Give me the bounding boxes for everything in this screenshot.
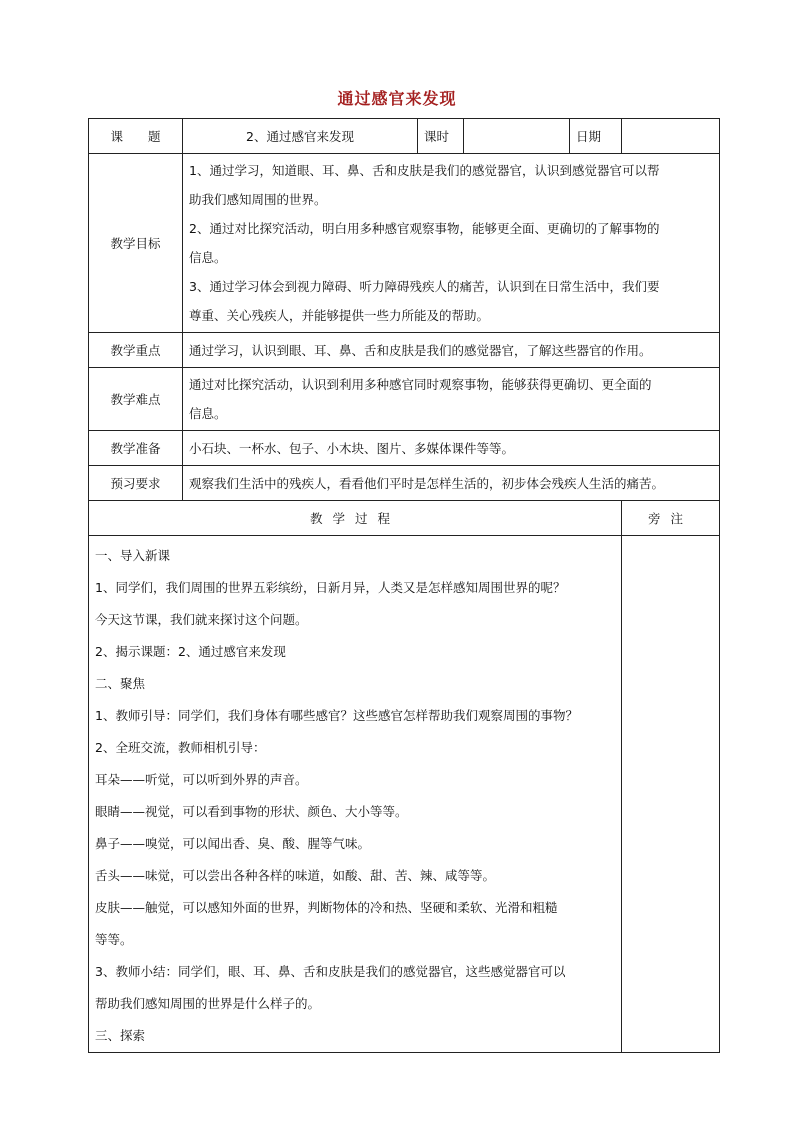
preview-line: 观察我们生活中的残疾人，看看他们平时是怎样生活的，初步体会残疾人生活的痛苦。: [189, 475, 665, 491]
objectives-label: 教学目标: [89, 154, 183, 333]
topic-value: 2、通过感官来发现: [183, 119, 418, 154]
objectives-line: 信息。: [189, 250, 227, 265]
objectives-line: 助我们感知周围的世界。: [189, 192, 327, 207]
objectives-line: 1、通过学习，知道眼、耳、鼻、舌和皮肤是我们的感觉器官，认识到感觉器官可以帮: [189, 163, 660, 178]
process-line: 鼻子——嗅觉，可以闻出香、臭、酸、腥等气味。: [95, 836, 371, 851]
process-line: 帮助我们感知周围的世界是什么样子的。: [95, 996, 321, 1011]
process-line: 二、聚焦: [95, 676, 146, 691]
preparation-line: 小石块、一杯水、包子、小木块、图片、多媒体课件等等。: [189, 440, 515, 456]
date-label: 日期: [570, 119, 622, 154]
process-line: 2、全班交流，教师相机引导：: [95, 740, 266, 755]
key-points-label: 教学重点: [89, 333, 183, 368]
process-line: 3、教师小结：同学们，眼、耳、鼻、舌和皮肤是我们的感觉器官，这些感觉器官可以: [95, 964, 566, 979]
process-row: [89, 536, 720, 1053]
row-preview: [89, 466, 720, 501]
row-difficulties: [89, 368, 720, 431]
process-line: 1、教师引导：同学们，我们身体有哪些感官？这些感官怎样帮助我们观察周围的事物？: [95, 708, 578, 723]
preview-content: [183, 466, 720, 501]
process-line: 今天这节课，我们就来探讨这个问题。: [95, 612, 308, 627]
process-content: [89, 536, 622, 1053]
date-value: [622, 119, 720, 154]
objectives-content: [183, 154, 720, 333]
objectives-line: 尊重、关心残疾人，并能够提供一些力所能及的帮助。: [189, 308, 490, 323]
process-line: 三、探索: [95, 1028, 146, 1043]
process-title: 教学过程: [89, 501, 622, 536]
header-row: [89, 119, 720, 154]
preparation-label: 教学准备: [89, 431, 183, 466]
objectives-line: 2、通过对比探究活动，明白用多种感官观察事物，能够更全面、更确切的了解事物的: [189, 221, 660, 236]
row-objectives: [89, 154, 720, 333]
difficulties-line: 通过对比探究活动，认识到利用多种感官同时观察事物，能够获得更确切、更全面的: [189, 377, 652, 392]
side-notes-title: 旁注: [622, 501, 720, 536]
row-preparation: [89, 431, 720, 466]
process-line: 等等。: [95, 932, 133, 947]
process-header-row: [89, 501, 720, 536]
document-title: 通过感官来发现: [337, 89, 457, 108]
process-line: 2、揭示课题：2、通过感官来发现: [95, 644, 286, 659]
side-notes-cell: [622, 536, 720, 1053]
difficulties-label: 教学难点: [89, 368, 183, 431]
row-key-points: [89, 333, 720, 368]
process-line: 一、导入新课: [95, 548, 171, 563]
process-line: 皮肤——触觉，可以感知外面的世界，判断物体的冷和热、坚硬和柔软、光滑和粗糙: [95, 900, 558, 915]
preparation-content: [183, 431, 720, 466]
topic-label: 课 题: [89, 119, 183, 154]
lesson-plan-table: [88, 118, 720, 1053]
period-label: 课时: [418, 119, 464, 154]
difficulties-content: [183, 368, 720, 431]
process-line: 眼睛——视觉，可以看到事物的形状、颜色、大小等等。: [95, 804, 408, 819]
process-line: 1、同学们，我们周围的世界五彩缤纷，日新月异，人类又是怎样感知周围世界的呢？: [95, 580, 566, 595]
preview-label: 预习要求: [89, 466, 183, 501]
key-points-content: [183, 333, 720, 368]
key-points-line: 通过学习，认识到眼、耳、鼻、舌和皮肤是我们的感觉器官，了解这些器官的作用。: [189, 342, 652, 358]
period-value: [464, 119, 570, 154]
process-line: 耳朵——听觉，可以听到外界的声音。: [95, 772, 308, 787]
difficulties-line: 信息。: [189, 406, 227, 421]
process-line: 舌头——味觉，可以尝出各种各样的味道，如酸、甜、苦、辣、咸等等。: [95, 868, 496, 883]
objectives-line: 3、通过学习体会到视力障碍、听力障碍残疾人的痛苦，认识到在日常生活中，我们要: [189, 279, 660, 294]
